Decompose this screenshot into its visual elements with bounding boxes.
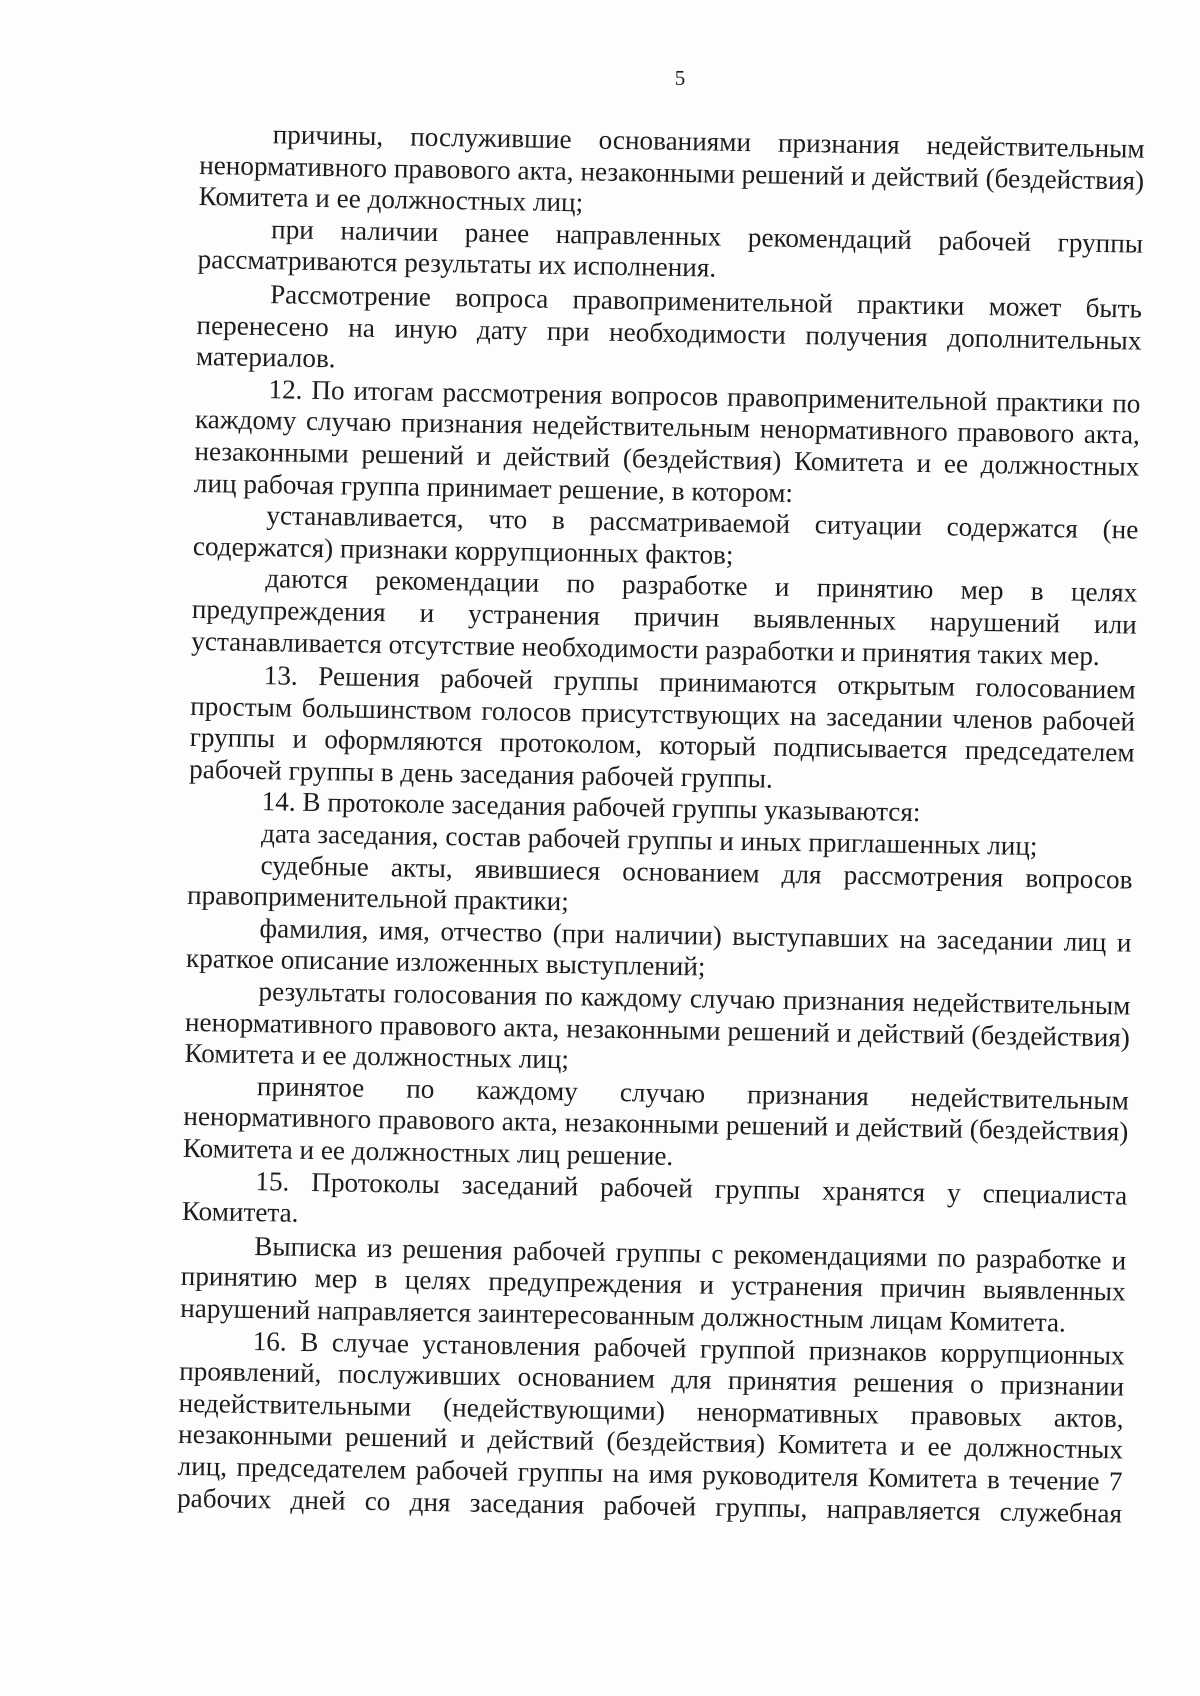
paragraph-adopted-decision: принятое по каждому случаю признания недействительным ненормативного правового акта, незаконными решений и действий (бездействия) Комитета и ее должностных лиц решение. bbox=[182, 1070, 1130, 1171]
paragraph-previous-recommendations: при наличии ранее направленных рекомендаций рабочей группы рассматриваются результаты их исполнения. bbox=[197, 213, 1144, 283]
paragraph-postponement: Рассмотрение вопроса правоприменительной практики может быть перенесено на иную дату при необходимости получения дополнительных материалов. bbox=[195, 279, 1143, 374]
page-number: 5 bbox=[674, 66, 686, 90]
paragraph-reasons: причины, послужившие основаниями признания недействительным ненормативного правового акта, незаконными решений и действий (бездействия) Комитета и ее должностных лиц; bbox=[198, 119, 1145, 218]
paragraph-voting-results: результаты голосования по каждому случаю признания недействительным ненормативного правового акта, незаконными решений и действий (бездействия) Комитета и ее должностных лиц; bbox=[184, 976, 1131, 1075]
paragraph-recommendations: даются рекомендации по разработке и принятию мер в целях предупреждения и устранения причин выявленных нарушений или устанавливается отсутствие необходимости разработки и принятия таких мер. bbox=[191, 563, 1138, 671]
paragraph-item-13: 13. Решения рабочей группы принимаются открытым голосованием простым большинством голосов присутствующих на заседании членов рабочей группы и оформляются протоколом, который подписывается председателем рабочей группы в день заседания рабочей группы. bbox=[188, 660, 1136, 794]
paragraph-item-16: 16. В случае установления рабочей группой признаков коррупционных проявлений, послуживших основанием для принятия решения о признании недействительными (недействующими) ненормативных правовых актов, незаконными решений и действий (бездействия) Комитета и ее должностных лиц, председателем рабочей группы на имя руководителя Комитета в течение 7 рабочих дней со дня заседания рабочей группы, направляется служебная bbox=[176, 1325, 1125, 1529]
paragraph-item-15: 15. Протоколы заседаний рабочей группы хранятся у специалиста Комитета. bbox=[181, 1165, 1128, 1228]
paragraph-court-acts: судебные акты, явившиеся основанием для рассмотрения вопросов правоприменительной практики; bbox=[186, 849, 1133, 917]
document-body bbox=[177, 118, 1145, 1530]
paragraph-corruption-facts: устанавливается, что в рассматриваемой ситуации содержатся (не содержатся) признаки коррупционных фактов; bbox=[192, 500, 1139, 570]
paragraph-item-12: 12. По итогам рассмотрения вопросов правоприменительной практики по каждому случаю признания недействительным ненормативного правового акта, незаконными решений и действий (бездействия) Комитета и ее должностных лиц рабочая группа принимает решение, в котором: bbox=[193, 373, 1141, 508]
paragraph-item-14: 14. В протоколе заседания рабочей группы указываются: bbox=[261, 786, 921, 828]
paragraph-extract: Выписка из решения рабочей группы с рекомендациями по разработке и принятию мер в целях предупреждения и устранения причин выявленных нарушений направляется заинтересованным должностным лицам Комитета. bbox=[180, 1230, 1127, 1338]
paragraph-speakers: фамилия, имя, отчество (при наличии) выступавших на заседании лиц и краткое описание изложенных выступлений; bbox=[185, 912, 1132, 982]
paragraph-meeting-date: дата заседания, состав рабочей группы и иных приглашенных лиц; bbox=[260, 818, 1038, 862]
